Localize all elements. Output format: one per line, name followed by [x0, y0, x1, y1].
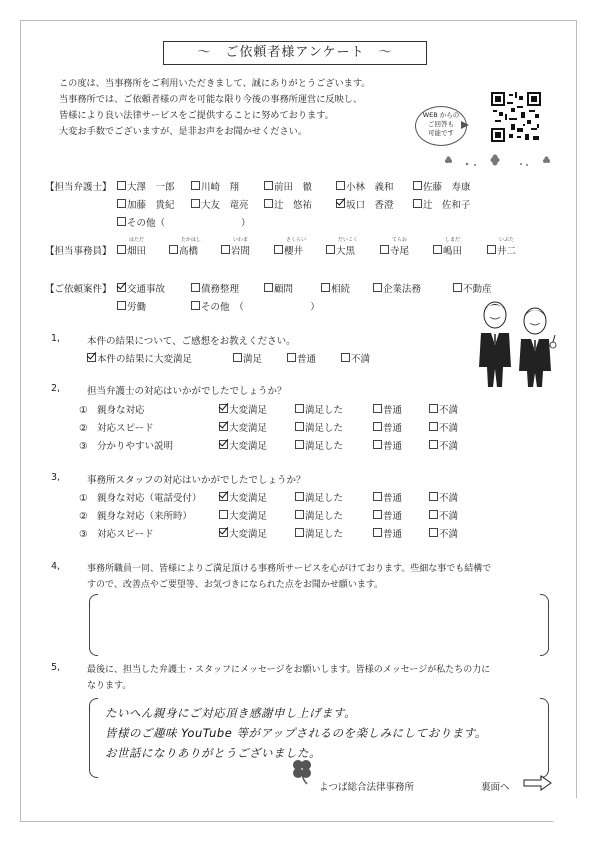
staff-option[interactable]: はただ 畑田	[117, 243, 146, 257]
lawyers-label: 【担当弁護士】	[45, 182, 112, 193]
case-option[interactable]: 企業法務	[373, 281, 421, 295]
page-title: ～ ご依頼者様アンケート ～	[163, 41, 427, 65]
q1-option[interactable]: 普通	[287, 351, 316, 365]
q3-row-label: ① 親身な対応（電話受付）	[79, 493, 202, 504]
q1-option[interactable]: 満足	[233, 351, 262, 365]
ruby-text: てらお	[392, 237, 408, 243]
case-option[interactable]: 労働	[117, 299, 146, 313]
q2-option[interactable]: 普通	[373, 420, 402, 434]
q3-option[interactable]: 不満	[429, 508, 458, 522]
firm-name: よつば総合法律事務所	[319, 782, 415, 793]
web-answer-bubble	[415, 106, 467, 146]
clover-decoration-icon	[441, 153, 561, 169]
case-option[interactable]: 相続	[321, 281, 350, 295]
case-option[interactable]: 交通事故	[117, 281, 165, 295]
q2-option[interactable]: 満足した	[295, 420, 343, 434]
checkbox-checked[interactable]	[336, 199, 345, 208]
q3-option[interactable]: 普通	[373, 490, 402, 504]
checkbox[interactable]	[117, 301, 126, 310]
survey-sheet	[20, 20, 577, 822]
checkbox[interactable]	[169, 245, 178, 254]
q2-option[interactable]: 満足した	[295, 402, 343, 416]
staff-option[interactable]: しまだ 嶋田	[433, 243, 462, 257]
checkbox[interactable]	[295, 510, 304, 519]
staff-option[interactable]: だいこく 大黒	[326, 243, 355, 257]
q3-number: 3,	[51, 472, 61, 483]
q5-text-line: 最後に、担当した弁護士・スタッフにメッセージをお願いします。皆様のメッセージが私たちの力に	[87, 665, 491, 675]
q2-option[interactable]: 不満	[429, 402, 458, 416]
ruby-text: たかはし	[181, 237, 202, 243]
checkbox[interactable]	[373, 283, 382, 292]
case-option[interactable]: 顧問	[264, 281, 293, 295]
checkbox[interactable]	[264, 283, 273, 292]
ruby-text: いわま	[233, 237, 249, 243]
lawyer-option[interactable]: 辻 悠祐	[264, 197, 312, 211]
intro-text	[59, 76, 439, 140]
lawyer-option[interactable]: 大澤 一郎	[117, 179, 175, 193]
lawyer-option[interactable]: 辻 佐和子	[413, 197, 471, 211]
q2-option[interactable]: 大変満足	[219, 402, 267, 416]
checkbox[interactable]	[373, 510, 382, 519]
checkbox[interactable]	[191, 301, 200, 310]
q5-text-line: なります。	[87, 681, 132, 691]
staff-option[interactable]: てらお 寺尾	[380, 243, 409, 257]
lawyer-option[interactable]: 前田 徹	[264, 179, 312, 193]
q2-option[interactable]: 普通	[373, 402, 402, 416]
q3-text: 事務所スタッフの対応はいかがでしたでしょうか？	[87, 475, 306, 486]
checkbox[interactable]	[233, 353, 242, 362]
checkbox[interactable]	[221, 245, 230, 254]
checkbox[interactable]	[341, 353, 350, 362]
q3-option[interactable]: 普通	[373, 526, 402, 540]
checkbox[interactable]	[191, 283, 200, 292]
q2-number: 2,	[51, 383, 61, 394]
lawyer-option[interactable]: 川崎 翔	[191, 179, 239, 193]
checkbox[interactable]	[429, 422, 438, 431]
lawyers-illustration	[473, 297, 563, 389]
left-bracket	[89, 594, 98, 656]
checkbox-checked[interactable]	[219, 404, 228, 413]
checkbox-checked[interactable]	[87, 353, 96, 362]
staff-option[interactable]: いわま 岩間	[221, 243, 250, 257]
q3-option[interactable]: 大変満足	[219, 508, 267, 522]
q2-option[interactable]: 大変満足	[219, 438, 267, 452]
intro-line: 皆様により良い法律サービスをご提供することに努めております。	[59, 110, 334, 121]
checkbox[interactable]	[413, 199, 422, 208]
q4-answer-field[interactable]	[89, 594, 549, 654]
arrow-right-icon[interactable]	[523, 775, 553, 791]
q2-option[interactable]: 不満	[429, 438, 458, 452]
handwritten-line: たいへん親身にご対応頂き感謝申し上げます。	[105, 706, 357, 720]
checkbox[interactable]	[380, 245, 389, 254]
checkbox[interactable]	[295, 440, 304, 449]
q1-option[interactable]: 本件の結果に大変満足	[87, 351, 192, 365]
q3-option[interactable]: 不満	[429, 490, 458, 504]
q3-row-label: ③ 対応スピード	[79, 529, 154, 540]
back-page-label[interactable]: 裏面へ	[481, 782, 510, 793]
bubble-line: WEB からの	[422, 111, 460, 119]
right-bracket	[540, 594, 549, 656]
checkbox[interactable]	[429, 510, 438, 519]
checkbox[interactable]	[373, 440, 382, 449]
q1-text: 本件の結果について、ご感想をお教えください。	[87, 336, 296, 347]
checkbox[interactable]	[264, 199, 273, 208]
checkbox[interactable]	[373, 492, 382, 501]
page-fold	[553, 798, 577, 822]
q3-option[interactable]: 不満	[429, 526, 458, 540]
q1-number: 1,	[51, 333, 61, 344]
case-option[interactable]: 不動産	[453, 281, 492, 295]
bubble-tail	[461, 121, 469, 129]
checkbox[interactable]	[191, 199, 200, 208]
checkbox[interactable]	[117, 217, 126, 226]
lawyer-option[interactable]: 小林 義和	[336, 179, 394, 193]
q5-number: 5,	[51, 662, 61, 673]
q4-text-line: 事務所職員一同、皆様によりご満足頂ける事務所サービスを心がけております。些細な事でも結構で	[87, 564, 492, 574]
q2-row-label: ③ 分かりやすい説明	[79, 441, 174, 452]
ruby-text: はただ	[129, 237, 145, 243]
case-option[interactable]: 債務整理	[191, 281, 239, 295]
q3-option[interactable]: 大変満足	[219, 490, 267, 504]
checkbox[interactable]	[117, 199, 126, 208]
q3-option[interactable]: 普通	[373, 508, 402, 522]
q2-option[interactable]: 大変満足	[219, 420, 267, 434]
bubble-line: 可能です	[428, 129, 454, 137]
q2-row-label: ② 対応スピード	[79, 423, 154, 434]
handwritten-line: 皆様のご趣味 YouTube 等がアップされるのを楽しみにしております。	[105, 726, 487, 740]
q3-option[interactable]: 満足した	[295, 526, 343, 540]
checkbox[interactable]	[453, 283, 462, 292]
q1-option[interactable]: 不満	[341, 351, 370, 365]
checkbox[interactable]	[295, 528, 304, 537]
q4-text-line: すので、改善点やご要望等、お気づきになられた点をお聞かせ願います。	[87, 580, 384, 590]
checkbox[interactable]	[373, 422, 382, 431]
staff-option[interactable]: たかはし 高橋	[169, 243, 198, 257]
checkbox[interactable]	[295, 422, 304, 431]
cases-label: 【ご依頼案件】	[45, 284, 112, 295]
ruby-text: いぶた	[499, 237, 515, 243]
checkbox[interactable]	[373, 528, 382, 537]
checkbox[interactable]	[219, 510, 228, 519]
checkbox[interactable]	[429, 528, 438, 537]
checkbox[interactable]	[429, 404, 438, 413]
staff-option[interactable]: さくらい 櫻井	[274, 243, 303, 257]
ruby-text: さくらい	[286, 237, 307, 243]
checkbox[interactable]	[326, 245, 335, 254]
q2-option[interactable]: 不満	[429, 420, 458, 434]
q2-row-label: ① 親身な対応	[79, 405, 145, 416]
checkbox[interactable]	[295, 404, 304, 413]
checkbox[interactable]	[413, 181, 422, 190]
left-bracket	[89, 698, 98, 778]
checkbox[interactable]	[295, 492, 304, 501]
ruby-text: しまだ	[445, 237, 461, 243]
q3-row-label: ② 親身な対応（来所時）	[79, 511, 193, 522]
q3-option[interactable]: 満足した	[295, 508, 343, 522]
ruby-text: だいこく	[338, 237, 359, 243]
intro-line: 大変お手数でございますが、是非お声をお聞かせください。	[59, 126, 308, 137]
checkbox[interactable]	[429, 440, 438, 449]
checkbox[interactable]	[373, 404, 382, 413]
q4-number: 4,	[51, 561, 61, 572]
checkbox[interactable]	[429, 492, 438, 501]
staff-label: 【担当事務員】	[45, 246, 112, 257]
q2-text: 担当弁護士の対応はいかがでしたでしょうか？	[87, 386, 287, 397]
checkbox[interactable]	[433, 245, 442, 254]
checkbox[interactable]	[117, 181, 126, 190]
q2-option[interactable]: 満足した	[295, 438, 343, 452]
checkbox[interactable]	[117, 245, 126, 254]
intro-line: 当事務所では、ご依頼者様の声を可能な限り今後の事務所運営に反映し、	[59, 94, 363, 105]
checkbox[interactable]	[287, 353, 296, 362]
lawyer-option[interactable]: 大友 竜亮	[191, 197, 249, 211]
q3-option[interactable]: 大変満足	[219, 526, 267, 540]
lawyer-option[interactable]: 佐藤 寿康	[413, 179, 471, 193]
right-bracket	[540, 698, 549, 778]
checkbox-checked[interactable]	[219, 528, 228, 537]
clover-logo-icon	[289, 756, 315, 786]
checkbox[interactable]	[321, 283, 330, 292]
lawyer-option-other[interactable]: その他（ ）	[117, 215, 251, 229]
staff-option[interactable]: いぶた 井二	[487, 243, 516, 257]
lawyer-option[interactable]: 加藤 貴紀	[117, 197, 175, 211]
checkbox[interactable]	[487, 245, 496, 254]
q3-option[interactable]: 満足した	[295, 490, 343, 504]
checkbox[interactable]	[191, 181, 200, 190]
checkbox[interactable]	[336, 181, 345, 190]
checkbox[interactable]	[274, 245, 283, 254]
lawyer-option[interactable]: 坂口 香澄	[336, 197, 394, 211]
handwritten-line: お世話になりありがとうございました。	[105, 746, 321, 760]
checkbox[interactable]	[264, 181, 273, 190]
checkbox-checked[interactable]	[219, 440, 228, 449]
checkbox-checked[interactable]	[219, 422, 228, 431]
checkbox-checked[interactable]	[219, 492, 228, 501]
qr-code[interactable]	[491, 92, 541, 142]
intro-line: この度は、当事務所をご利用いただきまして、誠にありがとうございます。	[59, 78, 371, 89]
case-option-other[interactable]: その他 （ ）	[191, 299, 320, 313]
bubble-line: ご回答も	[428, 120, 454, 128]
q2-option[interactable]: 普通	[373, 438, 402, 452]
checkbox-checked[interactable]	[117, 283, 126, 292]
